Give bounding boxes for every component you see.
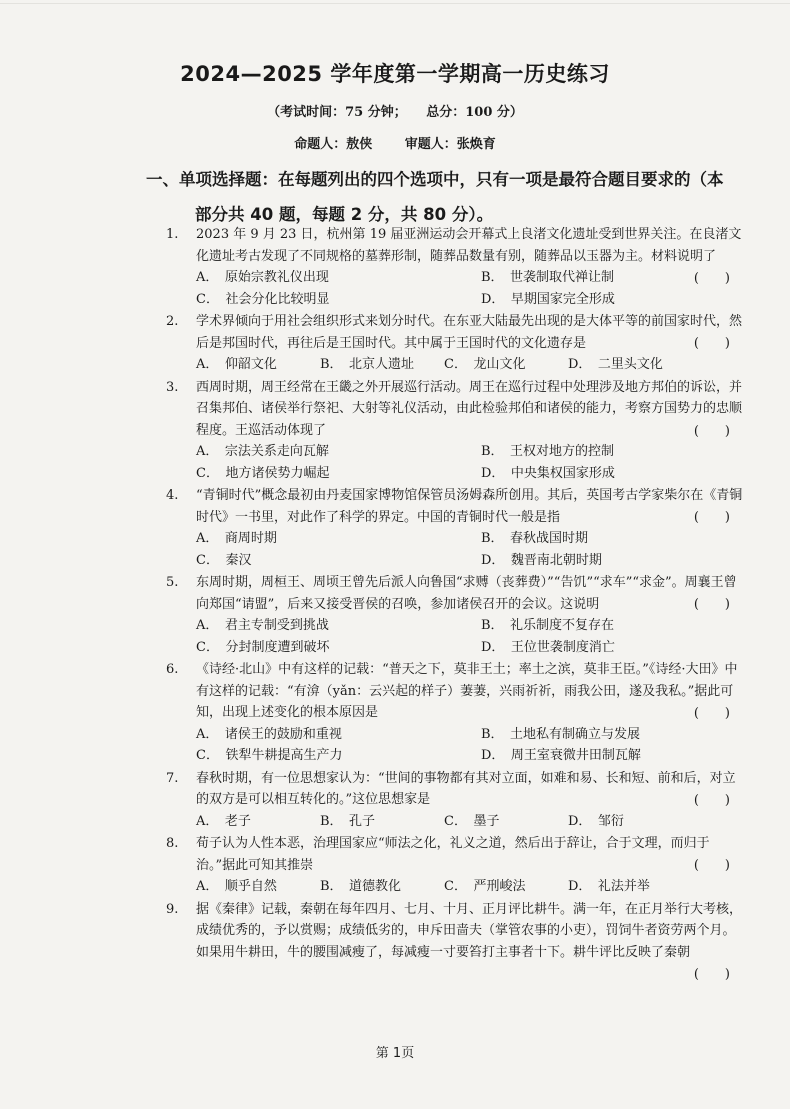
setter: 命题人：敖侠 <box>294 137 373 152</box>
option-b[interactable]: B． 土地私有制确立与发展 <box>481 726 641 742</box>
option-c[interactable]: C． 铁犁牛耕提高生产力 <box>196 748 343 763</box>
question-stem: 学术界倾向于用社会组织形式来划分时代。在东亚大陆最先出现的是大体平等的前国家时代，然后是邦国时代，再往后是王国时代。其中属于王国时代的文化遗存是 <box>196 314 743 351</box>
option-c[interactable]: C． 龙山文化 <box>444 357 526 372</box>
answer-blank[interactable]: ( ) <box>693 597 730 612</box>
question-8 <box>166 833 748 898</box>
question-4 <box>166 485 748 571</box>
option-d[interactable]: D． 魏晋南北朝时期 <box>481 552 602 568</box>
question-stem: 2023 年 9 月 23 日，杭州第 19 届亚洲运动会开幕式上良渚文化遗址受到世界关注。在良渚文化遗址考古发现了不同规格的墓葬形制，随葬品数量有别，随葬品以玉器为主。材料说明了 <box>196 227 742 264</box>
question-3 <box>166 377 748 485</box>
answer-blank[interactable]: ( ) <box>693 271 730 286</box>
option-c[interactable]: C． 秦汉 <box>196 552 252 568</box>
option-a[interactable]: A． 诸侯王的鼓励和重视 <box>196 726 342 742</box>
exam-info: （考试时间：75 分钟； 总分：100 分） <box>267 105 523 120</box>
option-b[interactable]: B． 春秋战国时期 <box>481 531 589 546</box>
option-c[interactable]: C． 分封制度遭到破坏 <box>196 639 330 655</box>
question-stem: 据《秦律》记载，秦朝在每年四月、七月、十月、正月评比耕牛。满一年，在正月举行大考核，成绩优秀的，予以赏赐；成绩低劣的，申斥田啬夫（掌管农事的小吏），罚饲牛者资劳两个月。如果用牛耕田，牛的腰围减瘦了，每减瘦一寸要笞打主事者十下。耕牛评比反映了秦朝 <box>196 901 743 960</box>
section-heading-line-2: 部分共 40 题，每题 2 分，共 80 分）。 <box>195 205 494 224</box>
option-c[interactable]: C． 社会分化比较明显 <box>196 291 330 307</box>
option-b[interactable]: B． 世袭制取代禅让制 <box>481 270 615 285</box>
question-9 <box>166 899 748 982</box>
question-6 <box>166 659 748 767</box>
question-stem: 西周时期，周王经常在王畿之外开展巡行活动。周王在巡行过程中处理涉及地方邦伯的诉讼，并召集邦伯、诸侯举行祭祀、大射等礼仪活动，由此检验邦伯和诸侯的能力，考察方国势力的忠顺程度。王巡活动体现了 <box>196 379 743 438</box>
option-d[interactable]: D． 二里头文化 <box>568 357 663 372</box>
option-a[interactable]: A． 顺乎自然 <box>196 879 277 894</box>
question-number: 2. <box>166 314 179 329</box>
answer-blank[interactable]: ( ) <box>693 966 730 982</box>
option-d[interactable]: D． 早期国家完全形成 <box>481 291 615 307</box>
answer-blank[interactable]: ( ) <box>693 792 730 808</box>
question-stem: “青铜时代”概念最初由丹麦国家博物馆保管员汤姆森所创用。其后，英国考古学家柴尔在《青铜时代》一书里，对此作了科学的界定。中国的青铜时代一般是指 <box>196 488 743 525</box>
question-2 <box>166 311 748 376</box>
question-list <box>166 224 748 982</box>
option-a[interactable]: A． 原始宗教礼仪出现 <box>196 270 329 285</box>
question-number: 5. <box>166 575 179 590</box>
option-b[interactable]: B． 王权对地方的控制 <box>481 444 615 459</box>
page-title: 2024—2025 学年度第一学期高一历史练习 <box>180 62 610 86</box>
question-number: 9. <box>166 901 179 917</box>
question-stem: 春秋时期，有一位思想家认为：“世间的事物都有其对立面，如难和易、长和短、前和后，对立的双方是可以相互转化的。”这位思想家是 <box>196 770 736 807</box>
question-5 <box>166 572 748 658</box>
question-number: 1. <box>166 227 179 242</box>
question-number: 7. <box>166 770 179 786</box>
question-7 <box>166 768 748 833</box>
option-c[interactable]: C． 严刑峻法 <box>444 879 526 894</box>
reviewer: 审题人：张焕育 <box>404 137 496 152</box>
question-1 <box>166 224 748 310</box>
answer-blank[interactable]: ( ) <box>693 336 730 351</box>
option-b[interactable]: B． 礼乐制度不复存在 <box>481 618 615 633</box>
question-stem: 荀子认为人性本恶，治理国家应“师法之化，礼义之道，然后出于辞让，合于文理，而归于治。”据此可知其推崇 <box>196 836 710 873</box>
question-number: 4. <box>166 488 179 503</box>
authors-line <box>0 133 790 152</box>
option-c[interactable]: C． 墨子 <box>444 813 500 829</box>
answer-blank[interactable]: ( ) <box>693 510 730 525</box>
answer-blank[interactable]: ( ) <box>693 706 730 721</box>
question-stem: 《诗经·北山》中有这样的记载：“普天之下，莫非王土；率土之滨，莫非王臣。”《诗经·大田》中有这样的记载：“有渰（yǎn：云兴起的样子）萋萋，兴雨祈祈，雨我公田，遂及我私。”据此可知，出现上述变化的根本原因是 <box>196 662 738 720</box>
option-a[interactable]: A． 君主专制受到挑战 <box>196 618 329 633</box>
question-number: 8. <box>166 836 179 851</box>
section-heading <box>146 162 756 232</box>
option-a[interactable]: A． 宗法关系走向瓦解 <box>196 444 329 459</box>
option-d[interactable]: D． 邹衍 <box>568 813 624 829</box>
option-b[interactable]: B． 道德教化 <box>320 879 402 894</box>
option-d[interactable]: D． 王位世袭制度消亡 <box>481 639 615 655</box>
option-d[interactable]: D． 礼法并举 <box>568 879 650 894</box>
option-a[interactable]: A． 仰韶文化 <box>196 357 277 372</box>
question-number: 3. <box>166 379 179 395</box>
scan-artifact-line <box>0 3 790 4</box>
option-c[interactable]: C． 地方诸侯势力崛起 <box>196 465 330 481</box>
option-a[interactable]: A． 老子 <box>196 813 251 829</box>
answer-blank[interactable]: ( ) <box>693 423 730 439</box>
option-b[interactable]: B． 孔子 <box>320 813 376 829</box>
option-b[interactable]: B． 北京人遗址 <box>320 357 415 372</box>
question-number: 6. <box>166 662 179 677</box>
option-d[interactable]: D． 周王室衰微井田制瓦解 <box>481 748 641 763</box>
question-stem: 东周时期，周桓王、周顷王曾先后派人向鲁国“求赙（丧葬费）”“告饥”“求车”“求金”。周襄王曾向郑国“请盟”，后来又接受晋侯的召唤，参加诸侯召开的会议。这说明 <box>196 575 737 612</box>
page-number: 第 1页 <box>375 1046 415 1061</box>
option-a[interactable]: A． 商周时期 <box>196 531 277 546</box>
option-d[interactable]: D． 中央集权国家形成 <box>481 465 615 481</box>
section-heading-line-1: 一、单项选择题：在每题列出的四个选项中，只有一项是最符合题目要求的（本 <box>146 170 724 189</box>
answer-blank[interactable]: ( ) <box>693 858 730 873</box>
